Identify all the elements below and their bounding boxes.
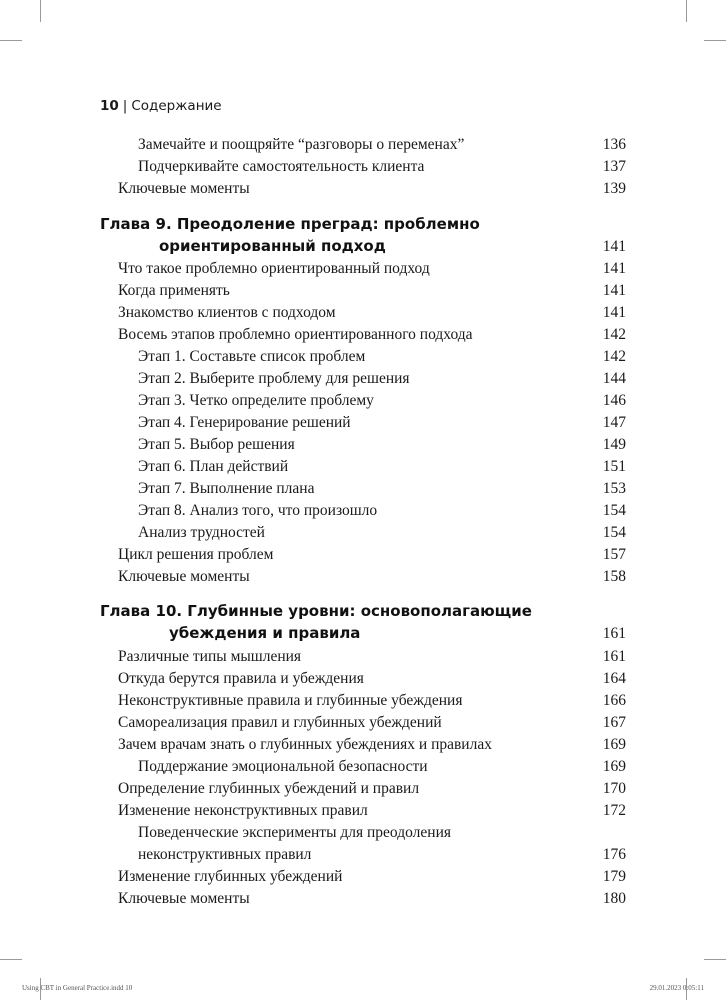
- toc-page: 169: [602, 736, 626, 753]
- toc-entry: Этап 6. План действий: [138, 458, 289, 475]
- toc-entry: Подчеркивайте самостоятельность клиента: [138, 158, 425, 175]
- toc-entry: Этап 5. Выбор решения: [138, 436, 295, 453]
- crop-mark: [0, 959, 22, 960]
- toc-entry: Этап 4. Генерирование решений: [138, 414, 351, 431]
- toc-page: 153: [602, 480, 626, 497]
- slug-timestamp: 29.01.2023 0:05:11: [649, 984, 704, 992]
- chapter-title-continued: ориентированный подход: [159, 237, 386, 255]
- toc-page: 157: [602, 546, 626, 563]
- toc-entry: Поведенческие эксперименты для преодоления: [138, 824, 451, 841]
- toc-entry: Замечайте и поощряйте “разговоры о переменах”: [138, 136, 465, 153]
- toc-page: 154: [602, 502, 626, 519]
- chapter-title-continued: убеждения и правила: [169, 624, 361, 642]
- toc-entry: Изменение неконструктивных правил: [118, 802, 368, 819]
- toc-page: 139: [602, 180, 626, 197]
- toc-page: 158: [602, 568, 626, 585]
- toc-entry: Анализ трудностей: [138, 524, 265, 541]
- crop-mark: [686, 0, 687, 22]
- toc-page: 144: [602, 370, 626, 387]
- toc-entry: Что такое проблемно ориентированный подход: [118, 260, 430, 277]
- crop-mark: [704, 959, 726, 960]
- toc-page: 151: [602, 458, 626, 475]
- page-number: 10: [100, 98, 119, 114]
- toc-entry: Определение глубинных убеждений и правил: [118, 780, 420, 797]
- toc-page: 167: [602, 714, 626, 731]
- toc-page: 169: [602, 758, 626, 775]
- toc-entry: Этап 8. Анализ того, что произошло: [138, 502, 378, 519]
- toc-entry: Изменение глубинных убеждений: [118, 868, 343, 885]
- toc-page: 164: [602, 670, 626, 687]
- chapter-page: 161: [602, 625, 626, 642]
- toc-entry: неконструктивных правил: [138, 846, 312, 863]
- toc-page: 180: [602, 890, 626, 907]
- toc-page: 147: [602, 414, 626, 431]
- running-header: [100, 98, 222, 114]
- crop-mark: [704, 40, 726, 41]
- toc-entry: Неконструктивные правила и глубинные убеждения: [118, 692, 463, 709]
- toc-entry: Откуда берутся правила и убеждения: [118, 670, 364, 687]
- toc-entry: Когда применять: [118, 282, 230, 299]
- toc-page: 141: [602, 304, 626, 321]
- toc-entry: Самореализация правил и глубинных убеждений: [118, 714, 442, 731]
- slug-filename: Using CBT in General Practice.indd 10: [22, 984, 133, 992]
- toc-entry: Этап 3. Четко определите проблему: [138, 392, 374, 409]
- header-separator: |: [122, 98, 128, 114]
- toc-page: 154: [602, 524, 626, 541]
- toc-page: 176: [602, 846, 626, 863]
- chapter-page: 141: [602, 238, 626, 255]
- toc-entry: Знакомство клиентов с подходом: [118, 304, 336, 321]
- crop-mark: [40, 0, 41, 22]
- toc-page: 170: [602, 780, 626, 797]
- toc-entry: Ключевые моменты: [118, 568, 250, 585]
- toc-page: 166: [602, 692, 626, 709]
- toc-entry: Поддержание эмоциональной безопасности: [138, 758, 428, 775]
- toc-entry: Ключевые моменты: [118, 890, 250, 907]
- toc-entry: Зачем врачам знать о глубинных убеждениях и правилах: [118, 736, 492, 753]
- crop-mark: [0, 40, 22, 41]
- toc-page: 142: [602, 348, 626, 365]
- toc-page: 136: [602, 136, 626, 153]
- toc-page: 161: [602, 648, 626, 665]
- running-title: Содержание: [131, 98, 222, 114]
- toc-page: 179: [602, 868, 626, 885]
- toc-page: 137: [602, 158, 626, 175]
- toc-entry: Цикл решения проблем: [118, 546, 274, 563]
- chapter-title: Глава 10. Глубинные уровни: основополагающие: [100, 602, 532, 620]
- toc-page: 146: [602, 392, 626, 409]
- toc-entry: Этап 1. Составьте список проблем: [138, 348, 366, 365]
- toc-entry: Различные типы мышления: [118, 648, 302, 665]
- toc-page: 142: [602, 326, 626, 343]
- chapter-title: Глава 9. Преодоление преград: проблемно: [100, 215, 480, 233]
- toc-entry: Восемь этапов проблемно ориентированного подхода: [118, 326, 473, 343]
- toc-entry: Этап 2. Выберите проблему для решения: [138, 370, 410, 387]
- toc-page: 149: [602, 436, 626, 453]
- toc-entry: Ключевые моменты: [118, 180, 250, 197]
- toc-page: 141: [602, 282, 626, 299]
- toc-page: 172: [602, 802, 626, 819]
- toc-page: 141: [602, 260, 626, 277]
- toc-entry: Этап 7. Выполнение плана: [138, 480, 315, 497]
